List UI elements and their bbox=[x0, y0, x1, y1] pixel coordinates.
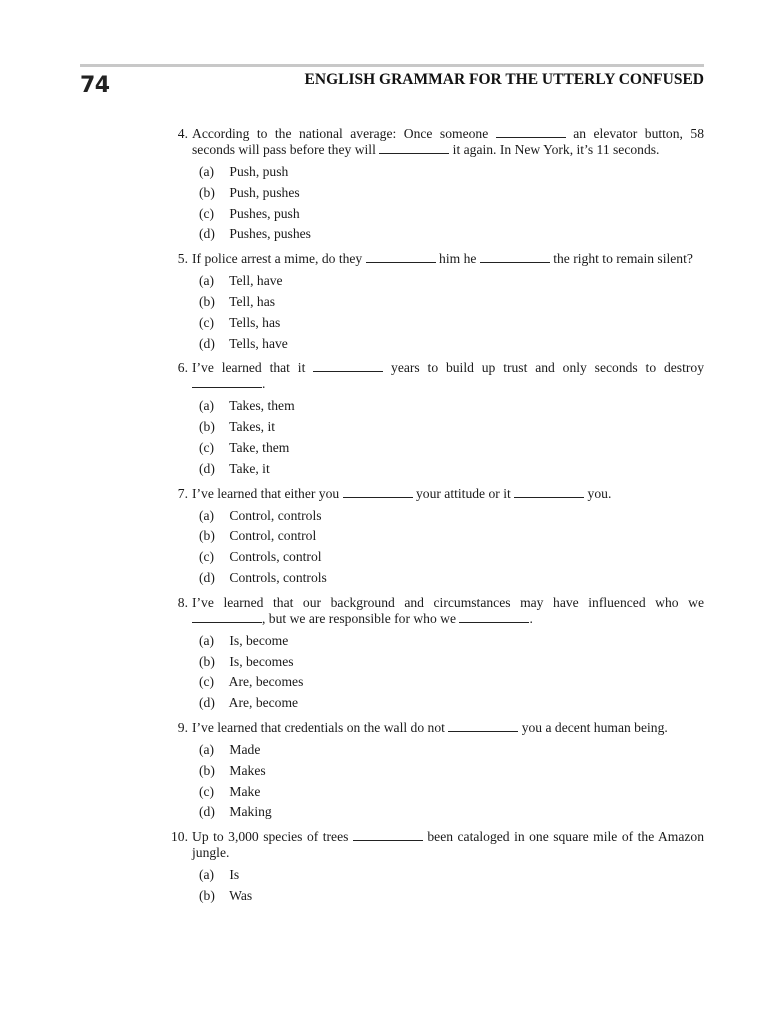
option-label: (c) bbox=[199, 674, 215, 690]
question-item bbox=[161, 251, 704, 354]
answer-option bbox=[199, 292, 704, 313]
answer-option bbox=[199, 183, 704, 204]
question-text-segment: been cataloged in one square mile of the Amazon jungle. bbox=[192, 829, 704, 861]
question-list bbox=[161, 126, 704, 913]
answer-option bbox=[199, 162, 704, 183]
answer-option bbox=[199, 740, 704, 761]
option-label: (a) bbox=[199, 867, 215, 883]
answer-options bbox=[161, 506, 704, 589]
question-text-segment: your attitude or it bbox=[412, 485, 515, 501]
option-label: (c) bbox=[199, 783, 215, 799]
option-text: Making bbox=[226, 804, 272, 820]
option-text: Are, becomes bbox=[226, 674, 304, 690]
question-text bbox=[192, 595, 704, 627]
question-text-segment: I’ve learned that it bbox=[192, 360, 314, 376]
answer-options bbox=[161, 631, 704, 714]
answer-option bbox=[199, 438, 704, 459]
question-text-segment: him he bbox=[435, 251, 480, 267]
option-label: (c) bbox=[199, 205, 215, 221]
answer-options bbox=[161, 865, 704, 907]
option-text: Was bbox=[226, 887, 253, 903]
option-text: Made bbox=[226, 741, 261, 757]
question-number: 7. bbox=[177, 485, 188, 501]
answer-option bbox=[199, 652, 704, 673]
answer-option bbox=[199, 631, 704, 652]
option-label: (d) bbox=[199, 335, 215, 351]
option-label: (b) bbox=[199, 528, 215, 544]
option-text: Controls, controls bbox=[226, 569, 327, 585]
option-label: (c) bbox=[199, 314, 215, 330]
answer-option bbox=[199, 271, 704, 292]
question-text bbox=[192, 720, 704, 736]
question-text bbox=[192, 360, 704, 392]
question-text-segment: If police arrest a mime, do they bbox=[192, 251, 366, 267]
question-text-segment: , but we are responsible for who we bbox=[262, 610, 460, 626]
question-text-segment: . bbox=[262, 376, 266, 392]
answer-blank bbox=[379, 142, 449, 154]
answer-blank bbox=[496, 126, 566, 138]
option-label: (c) bbox=[199, 439, 215, 455]
question-number: 8. bbox=[177, 594, 188, 610]
question-number: 9. bbox=[177, 719, 188, 735]
answer-option bbox=[199, 506, 704, 527]
question-item bbox=[161, 126, 704, 245]
answer-options bbox=[161, 396, 704, 479]
answer-option bbox=[199, 672, 704, 693]
page-number: 74 bbox=[80, 73, 110, 98]
question-text-segment: . bbox=[529, 610, 533, 626]
option-text: Push, pushes bbox=[226, 184, 300, 200]
question-text bbox=[192, 251, 704, 267]
option-label: (a) bbox=[199, 741, 215, 757]
answer-option bbox=[199, 224, 704, 245]
question-number: 5. bbox=[177, 251, 188, 267]
answer-option bbox=[199, 204, 704, 225]
answer-options bbox=[161, 271, 704, 354]
option-label: (a) bbox=[199, 398, 215, 414]
answer-blank bbox=[448, 720, 518, 732]
answer-option bbox=[199, 313, 704, 334]
option-text: Pushes, pushes bbox=[226, 226, 311, 242]
option-label: (d) bbox=[199, 695, 215, 711]
question-item bbox=[161, 360, 704, 479]
option-text: Pushes, push bbox=[226, 205, 300, 221]
option-text: Take, it bbox=[226, 460, 270, 476]
answer-option bbox=[199, 526, 704, 547]
option-label: (b) bbox=[199, 184, 215, 200]
answer-blank bbox=[514, 486, 584, 498]
option-label: (a) bbox=[199, 507, 215, 523]
option-text: Control, control bbox=[226, 528, 317, 544]
answer-option bbox=[199, 693, 704, 714]
question-text-segment: an elevator button, 58 seconds will pass before they will bbox=[192, 126, 704, 157]
option-label: (d) bbox=[199, 569, 215, 585]
option-text: Push, push bbox=[226, 164, 289, 179]
option-label: (b) bbox=[199, 419, 215, 435]
answer-option bbox=[199, 802, 704, 823]
answer-options bbox=[161, 740, 704, 823]
answer-blank bbox=[353, 829, 423, 841]
option-label: (d) bbox=[199, 804, 215, 820]
question-item bbox=[161, 829, 704, 907]
option-text: Takes, it bbox=[226, 419, 276, 435]
option-label: (a) bbox=[199, 164, 215, 179]
question-text-segment: years to build up trust and only seconds to destroy bbox=[383, 360, 704, 376]
header-rule bbox=[80, 64, 704, 67]
question-number: 6. bbox=[177, 360, 188, 376]
answer-blank bbox=[192, 376, 262, 388]
answer-option bbox=[199, 396, 704, 417]
answer-option bbox=[199, 568, 704, 589]
option-label: (b) bbox=[199, 887, 215, 903]
question-text bbox=[192, 486, 704, 502]
answer-option bbox=[199, 547, 704, 568]
option-label: (a) bbox=[199, 273, 215, 289]
option-text: Take, them bbox=[226, 439, 290, 455]
answer-option bbox=[199, 459, 704, 480]
option-label: (b) bbox=[199, 762, 215, 778]
answer-blank bbox=[313, 360, 383, 372]
option-text: Takes, them bbox=[226, 398, 295, 414]
option-text: Are, become bbox=[226, 695, 299, 711]
question-text bbox=[192, 829, 704, 861]
answer-option bbox=[199, 886, 704, 907]
question-number: 4. bbox=[177, 126, 188, 141]
answer-blank bbox=[343, 486, 413, 498]
option-label: (d) bbox=[199, 226, 215, 242]
option-text: Makes bbox=[226, 762, 266, 778]
option-label: (b) bbox=[199, 293, 215, 309]
answer-blank bbox=[192, 611, 262, 623]
question-text-segment: you a decent human being. bbox=[518, 719, 668, 735]
question-item bbox=[161, 595, 704, 714]
option-text: Control, controls bbox=[226, 507, 322, 523]
question-text-segment: According to the national average: Once someone bbox=[192, 126, 496, 141]
answer-option bbox=[199, 761, 704, 782]
option-text: Tell, have bbox=[226, 273, 283, 289]
question-text-segment: the right to remain silent? bbox=[549, 251, 693, 267]
question-number: 10. bbox=[171, 829, 188, 845]
option-text: Is bbox=[226, 867, 240, 883]
option-text: Controls, control bbox=[226, 549, 322, 565]
question-text-segment: I’ve learned that our background and circumstances may have influenced who we bbox=[192, 594, 704, 610]
running-head: ENGLISH GRAMMAR FOR THE UTTERLY CONFUSED bbox=[304, 71, 704, 88]
answer-option bbox=[199, 334, 704, 355]
answer-option bbox=[199, 865, 704, 886]
question-item bbox=[161, 720, 704, 823]
question-text-segment: I’ve learned that credentials on the wall do not bbox=[192, 719, 449, 735]
answer-blank bbox=[459, 611, 529, 623]
question-text-segment: it again. In New York, it’s 11 seconds. bbox=[449, 142, 660, 157]
answer-blank bbox=[366, 251, 436, 263]
option-label: (b) bbox=[199, 653, 215, 669]
option-text: Is, become bbox=[226, 632, 289, 648]
answer-option bbox=[199, 417, 704, 438]
option-text: Make bbox=[226, 783, 261, 799]
option-text: Is, becomes bbox=[226, 653, 294, 669]
option-text: Tell, has bbox=[226, 293, 276, 309]
option-label: (d) bbox=[199, 460, 215, 476]
question-item bbox=[161, 486, 704, 589]
question-text-segment: I’ve learned that either you bbox=[192, 485, 343, 501]
option-label: (a) bbox=[199, 632, 215, 648]
question-text-segment: you. bbox=[584, 485, 612, 501]
question-text-segment: Up to 3,000 species of trees bbox=[192, 829, 353, 845]
answer-options bbox=[161, 162, 704, 245]
option-label: (c) bbox=[199, 549, 215, 565]
option-text: Tells, has bbox=[226, 314, 281, 330]
question-text bbox=[192, 126, 704, 158]
answer-blank bbox=[480, 251, 550, 263]
option-text: Tells, have bbox=[226, 335, 288, 351]
answer-option bbox=[199, 782, 704, 803]
